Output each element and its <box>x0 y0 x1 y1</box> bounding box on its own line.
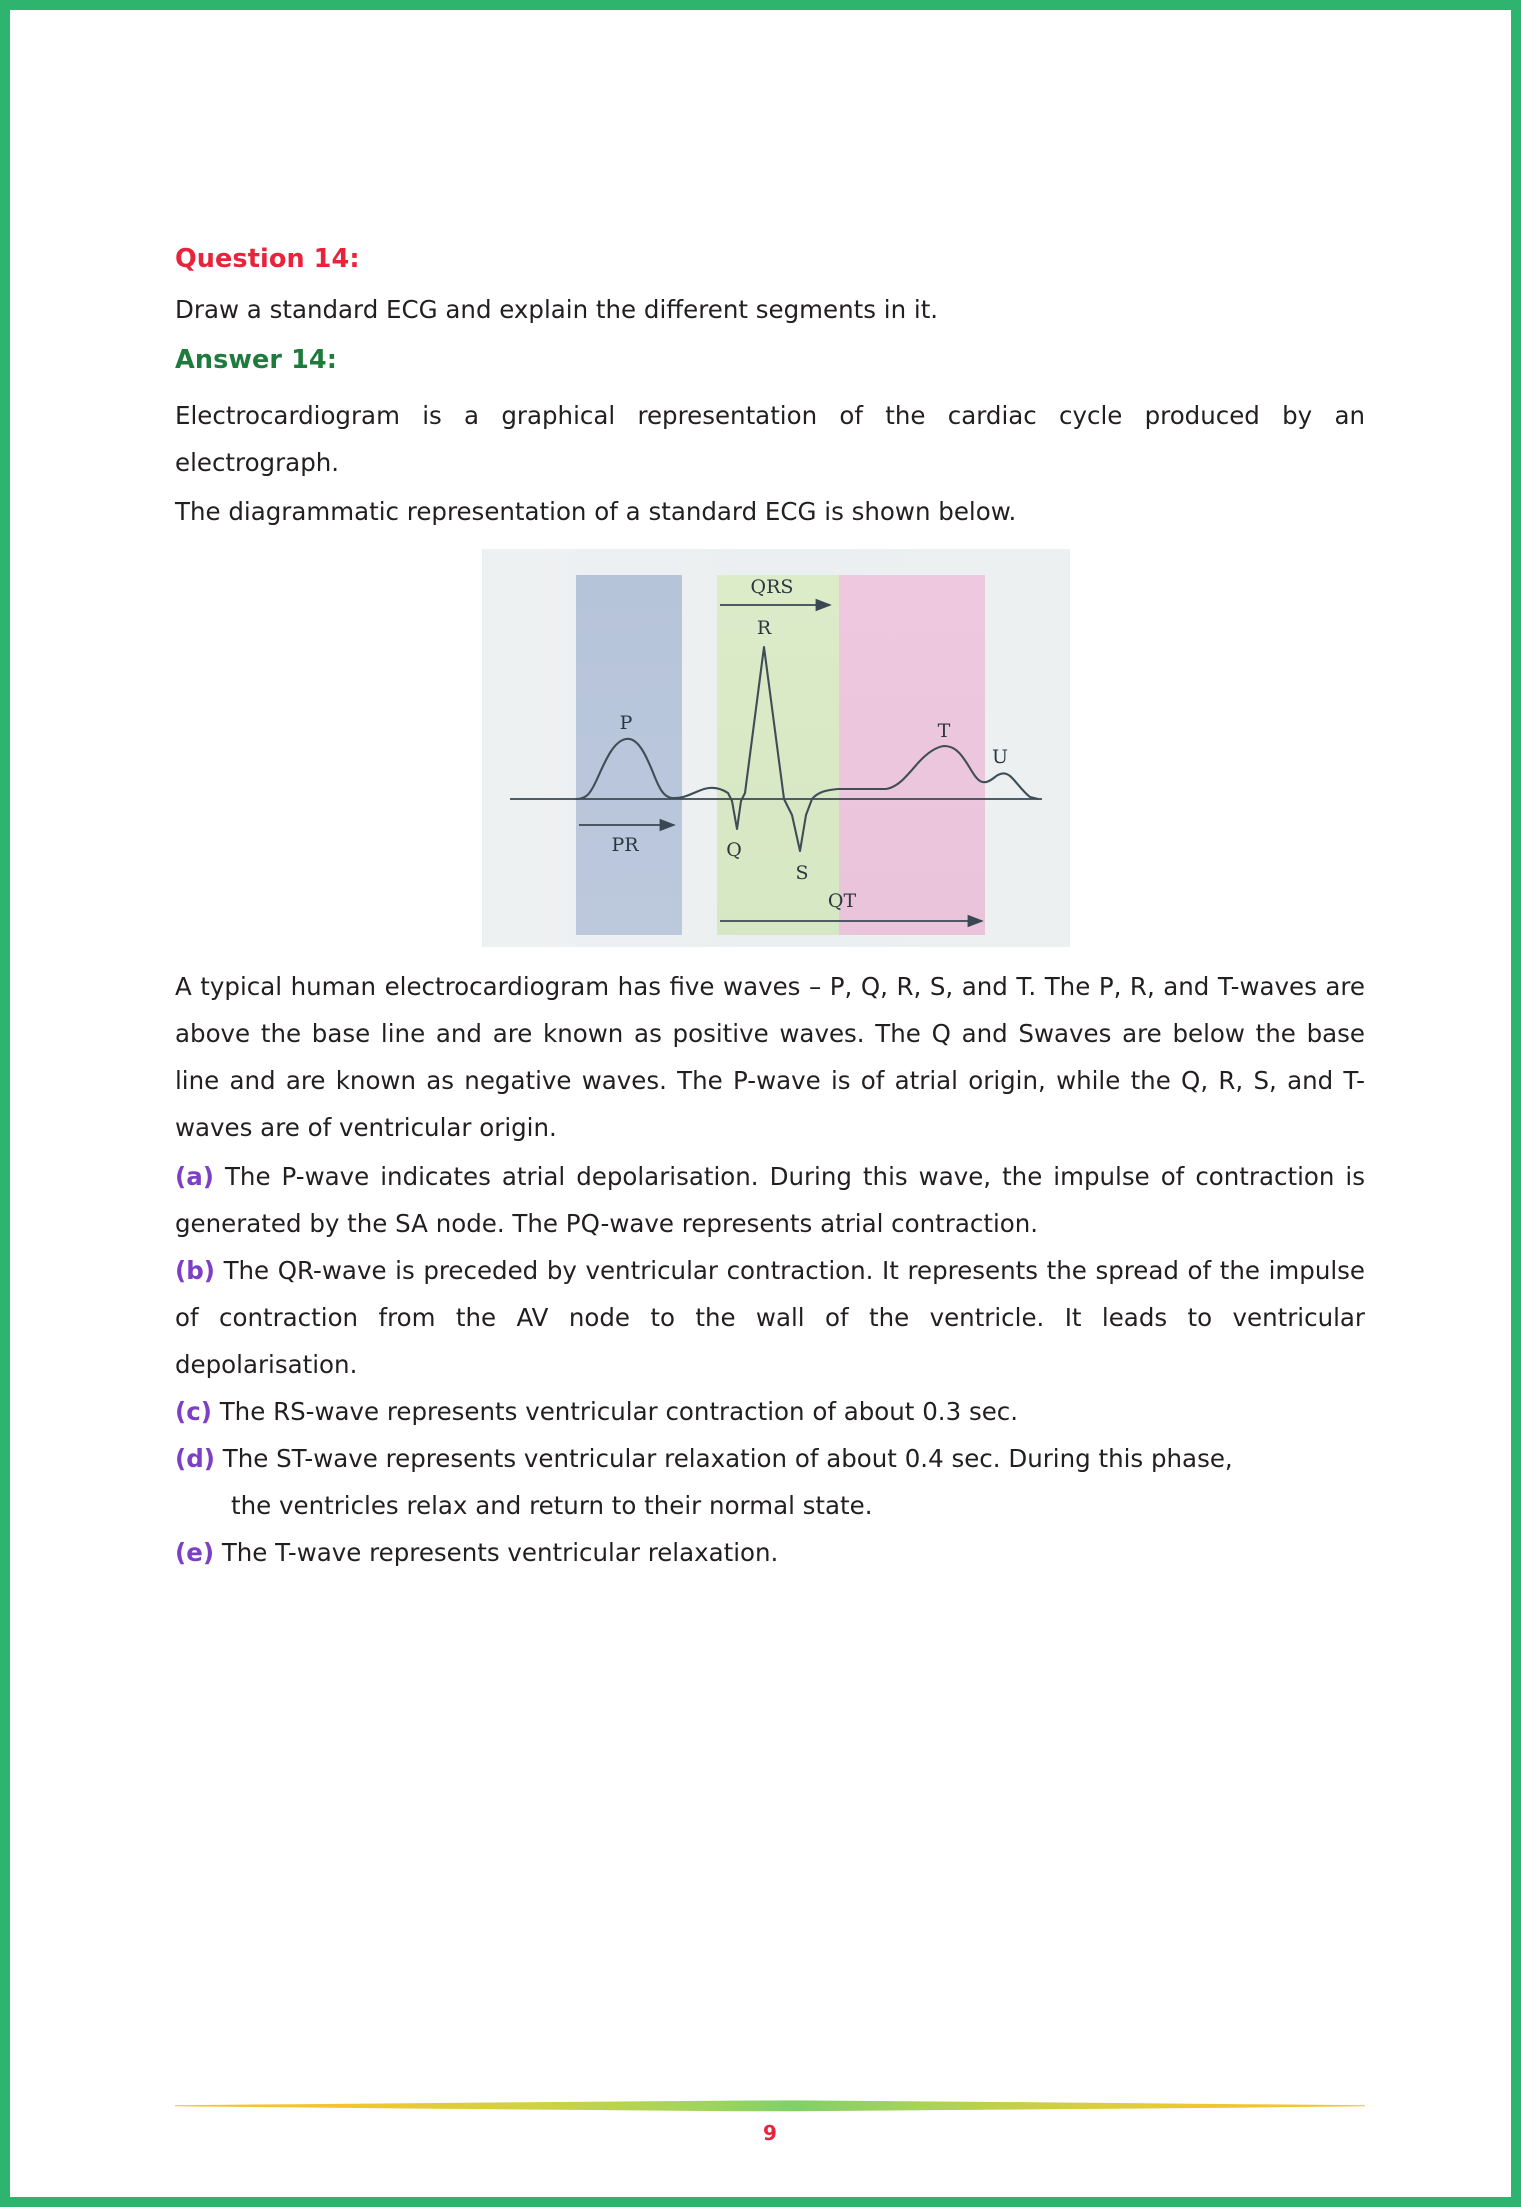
pr-band <box>576 575 682 935</box>
list-marker-c: (c) <box>175 1397 212 1426</box>
footer-decoration-bar <box>175 2095 1365 2115</box>
qrs-label: QRS <box>750 576 794 598</box>
list-text-d: The ST-wave represents ventricular relaxation of about 0.4 sec. During this phase, <box>222 1444 1233 1473</box>
list-item <box>175 1529 1365 1576</box>
list-item <box>175 1247 1365 1388</box>
list-marker-b: (b) <box>175 1256 215 1285</box>
answer-body-paragraph: A typical human electrocardiogram has five waves – P, Q, R, S, and T. The P, R, and T-waves are above the base line and are known as positive waves. The Q and Swaves are below the base line and are known as negative waves. The P-wave is of atrial origin, while the Q, R, S, and T-waves are of ventricular origin. <box>175 972 1365 1142</box>
answer-intro-paragraph-1: Electrocardiogram is a graphical representation of the cardiac cycle produced by an electrograph. <box>175 401 1365 477</box>
question-text: Draw a standard ECG and explain the different segments in it. <box>175 294 939 324</box>
pr-label: PR <box>611 834 639 856</box>
list-marker-d: (d) <box>175 1444 215 1473</box>
page-sheet <box>17 17 1504 2190</box>
ecg-figure <box>175 549 1365 947</box>
qt-label: QT <box>827 890 857 912</box>
page-content <box>175 244 1365 1576</box>
page-number: 9 <box>763 2121 777 2145</box>
list-text-d-continuation: the ventricles relax and return to their normal state. <box>231 1491 873 1520</box>
r-wave-label: R <box>756 617 772 639</box>
list-item <box>175 1435 1365 1529</box>
list-marker-a: (a) <box>175 1162 214 1191</box>
t-wave-label: T <box>937 720 951 742</box>
list-item <box>175 1388 1365 1435</box>
s-wave-label: S <box>795 862 809 884</box>
list-text-a: The P-wave indicates atrial depolarisation. During this wave, the impulse of contraction is generated by the SA node. The PQ-wave represents atrial contraction. <box>175 1162 1365 1238</box>
p-wave-label: P <box>619 712 633 734</box>
list-item <box>175 1153 1365 1247</box>
list-text-b: The QR-wave is preceded by ventricular contraction. It represents the spread of the impulse of contraction from the AV node to the wall of the ventricle. It leads to ventricular depolarisation. <box>175 1256 1365 1379</box>
u-wave-label: U <box>991 746 1009 768</box>
qt-band <box>839 575 985 935</box>
question-heading: Question 14: <box>175 244 360 274</box>
list-marker-e: (e) <box>175 1538 215 1567</box>
q-wave-label: Q <box>726 839 742 861</box>
list-text-c: The RS-wave represents ventricular contraction of about 0.3 sec. <box>219 1397 1019 1426</box>
answer-heading: Answer 14: <box>175 344 338 375</box>
list-text-e: The T-wave represents ventricular relaxation. <box>221 1538 779 1567</box>
answer-intro-paragraph-2: The diagrammatic representation of a standard ECG is shown below. <box>175 497 1017 526</box>
page-footer <box>175 2095 1365 2143</box>
ecg-diagram <box>482 549 1070 947</box>
